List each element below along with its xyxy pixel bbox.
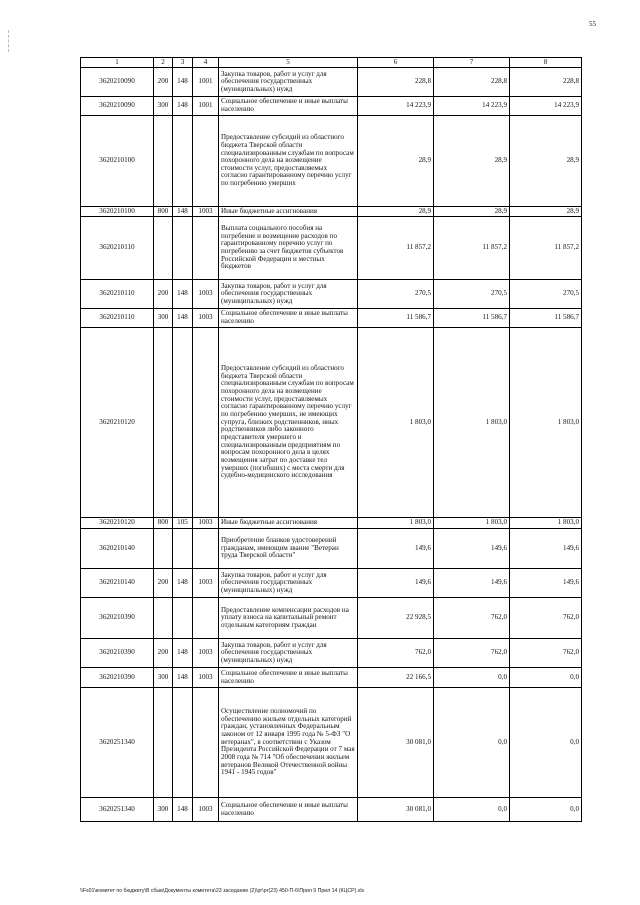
column-number: 7	[434, 58, 510, 68]
table-row	[81, 518, 582, 529]
amount-year-2-cell: 149,6	[434, 569, 510, 598]
department-cell: 148	[173, 68, 193, 97]
description-cell: Выплата социального пособия на погребение и возмещение расходов по гарантированному перечню услуг по погребению за счет бюджетов субъектов Российской Федерации и местных бюджетов	[219, 217, 358, 280]
code-cell: 3620210390	[81, 639, 154, 668]
description-cell: Закупка товаров, работ и услуг для обеспечения государственных (муниципальных) нужд	[219, 280, 358, 309]
expense-type-cell: 800	[154, 518, 173, 529]
amount-year-2-cell: 149,6	[434, 529, 510, 569]
amount-year-1-cell: 22 166,5	[358, 668, 434, 688]
code-cell: 3620210140	[81, 529, 154, 569]
amount-year-1-cell: 1 803,0	[358, 518, 434, 529]
expense-type-cell	[154, 217, 173, 280]
amount-year-2-cell: 14 223,9	[434, 97, 510, 116]
table-row	[81, 207, 582, 217]
amount-year-3-cell: 1 803,0	[510, 328, 582, 518]
table-row	[81, 598, 582, 639]
code-cell: 3620210110	[81, 217, 154, 280]
amount-year-1-cell: 14 223,9	[358, 97, 434, 116]
description-cell: Закупка товаров, работ и услуг для обеспечения государственных (муниципальных) нужд	[219, 639, 358, 668]
code-cell: 3620251340	[81, 688, 154, 798]
amount-year-3-cell: 28,9	[510, 116, 582, 207]
amount-year-2-cell: 28,9	[434, 207, 510, 217]
amount-year-3-cell: 11 857,2	[510, 217, 582, 280]
amount-year-2-cell: 1 803,0	[434, 518, 510, 529]
department-cell	[173, 217, 193, 280]
code-cell: 3620210100	[81, 207, 154, 217]
section-cell: 1003	[193, 639, 219, 668]
code-cell: 3620210090	[81, 97, 154, 116]
description-cell: Иные бюджетные ассигнования	[219, 207, 358, 217]
budget-table	[80, 57, 582, 822]
section-cell: 1001	[193, 68, 219, 97]
department-cell: 148	[173, 798, 193, 822]
amount-year-2-cell: 762,0	[434, 639, 510, 668]
amount-year-1-cell: 1 803,0	[358, 328, 434, 518]
expense-type-cell: 200	[154, 639, 173, 668]
code-cell: 3620210100	[81, 116, 154, 207]
code-cell: 3620251340	[81, 798, 154, 822]
amount-year-1-cell: 762,0	[358, 639, 434, 668]
table-row	[81, 97, 582, 116]
section-cell: 1003	[193, 518, 219, 529]
section-cell: 1003	[193, 207, 219, 217]
column-number: 1	[81, 58, 154, 68]
department-cell: 148	[173, 280, 193, 309]
column-number-row	[81, 58, 582, 68]
expense-type-cell: 300	[154, 798, 173, 822]
amount-year-2-cell: 11 586,7	[434, 309, 510, 328]
amount-year-3-cell: 228,8	[510, 68, 582, 97]
section-cell: 1003	[193, 798, 219, 822]
expense-type-cell	[154, 529, 173, 569]
department-cell	[173, 529, 193, 569]
column-number: 3	[173, 58, 193, 68]
amount-year-1-cell: 28,9	[358, 207, 434, 217]
table-row	[81, 798, 582, 822]
description-cell: Социальное обеспечение и иные выплаты населению	[219, 668, 358, 688]
department-cell	[173, 688, 193, 798]
table-row	[81, 328, 582, 518]
code-cell: 3620210090	[81, 68, 154, 97]
department-cell: 148	[173, 639, 193, 668]
expense-type-cell: 300	[154, 97, 173, 116]
department-cell	[173, 116, 193, 207]
amount-year-3-cell: 270,5	[510, 280, 582, 309]
code-cell: 3620210140	[81, 569, 154, 598]
amount-year-1-cell: 30 081,0	[358, 798, 434, 822]
section-cell	[193, 688, 219, 798]
amount-year-1-cell: 11 586,7	[358, 309, 434, 328]
table-row	[81, 280, 582, 309]
expense-type-cell	[154, 116, 173, 207]
section-cell: 1003	[193, 668, 219, 688]
expense-type-cell: 200	[154, 68, 173, 97]
table-row	[81, 68, 582, 97]
description-cell: Предоставление субсидий из областного бюджета Тверской области специализированным службам по вопросам похоронного дела на возмещение стоимости услуг, предоставляемых согласно гарантированному перечню услуг по погребению умерших, не имеющих супруга, близких родственников, иных родственников либо законного представителя умершего и специализированным предприятиям по вопросам похоронного дела в целях возмещения затрат по доставке тел умерших (погибших) с места смерти для судебно-медицинского исследования	[219, 328, 358, 518]
section-cell: 1003	[193, 569, 219, 598]
expense-type-cell	[154, 598, 173, 639]
table-row	[81, 529, 582, 569]
code-cell: 3620210110	[81, 309, 154, 328]
amount-year-3-cell: 0,0	[510, 688, 582, 798]
table-row	[81, 217, 582, 280]
amount-year-2-cell: 0,0	[434, 798, 510, 822]
table-row	[81, 116, 582, 207]
table-row	[81, 309, 582, 328]
description-cell: Социальное обеспечение и иные выплаты населению	[219, 798, 358, 822]
description-cell: Осуществление полномочий по обеспечению жильем отдельных категорий граждан, установленных Федеральным законом от 12 января 1995 года № 5-ФЗ "О ветеранах", в соответствии с Указом Президента Российской Федерации от 7 мая 2008 года № 714 "Об обеспечении жильем ветеранов Великой Отечественной войны 1941 - 1945 годов"	[219, 688, 358, 798]
section-cell	[193, 217, 219, 280]
expense-type-cell: 300	[154, 668, 173, 688]
amount-year-2-cell: 0,0	[434, 688, 510, 798]
department-cell: 148	[173, 97, 193, 116]
amount-year-2-cell: 1 803,0	[434, 328, 510, 518]
description-cell: Закупка товаров, работ и услуг для обеспечения государственных (муниципальных) нужд	[219, 569, 358, 598]
department-cell: 148	[173, 569, 193, 598]
section-cell: 1003	[193, 280, 219, 309]
section-cell	[193, 598, 219, 639]
amount-year-2-cell: 11 857,2	[434, 217, 510, 280]
margin-mark	[8, 30, 10, 52]
amount-year-2-cell: 28,9	[434, 116, 510, 207]
amount-year-1-cell: 28,9	[358, 116, 434, 207]
section-cell	[193, 116, 219, 207]
department-cell: 148	[173, 309, 193, 328]
amount-year-3-cell: 28,9	[510, 207, 582, 217]
amount-year-1-cell: 228,8	[358, 68, 434, 97]
department-cell: 105	[173, 518, 193, 529]
amount-year-3-cell: 762,0	[510, 598, 582, 639]
code-cell: 3620210120	[81, 328, 154, 518]
table-row	[81, 639, 582, 668]
description-cell: Социальное обеспечение и иные выплаты населению	[219, 97, 358, 116]
expense-type-cell: 200	[154, 569, 173, 598]
department-cell: 148	[173, 207, 193, 217]
table-row	[81, 569, 582, 598]
amount-year-3-cell: 149,6	[510, 569, 582, 598]
section-cell: 1003	[193, 309, 219, 328]
amount-year-1-cell: 149,6	[358, 529, 434, 569]
code-cell: 3620210120	[81, 518, 154, 529]
column-number: 2	[154, 58, 173, 68]
amount-year-2-cell: 762,0	[434, 598, 510, 639]
description-cell: Социальное обеспечение и иные выплаты населению	[219, 309, 358, 328]
page-number: 55	[589, 20, 596, 28]
table-row	[81, 688, 582, 798]
description-cell: Предоставление субсидий из областного бюджета Тверской области специализированным службам по вопросам похоронного дела на возмещение стоимости услуг, предоставляемых согласно гарантированному перечню услуг по погребению умерших	[219, 116, 358, 207]
amount-year-1-cell: 11 857,2	[358, 217, 434, 280]
department-cell	[173, 328, 193, 518]
amount-year-3-cell: 14 223,9	[510, 97, 582, 116]
amount-year-1-cell: 22 928,5	[358, 598, 434, 639]
amount-year-3-cell: 0,0	[510, 798, 582, 822]
description-cell: Приобретение бланков удостоверений гражданам, имеющим звание "Ветеран труда Тверской области"	[219, 529, 358, 569]
amount-year-2-cell: 270,5	[434, 280, 510, 309]
column-number: 4	[193, 58, 219, 68]
section-cell	[193, 328, 219, 518]
description-cell: Предоставление компенсации расходов на уплату взноса на капитальный ремонт отдельным категориям граждан	[219, 598, 358, 639]
section-cell	[193, 529, 219, 569]
file-path-footer: \\Fs01\комитет по бюджету\В сбыв\Документы комитета\23 заседание (2)\рг\рг(23) 450-П-6\Прил 9 Прил 14 (КЦСР).xls	[80, 888, 365, 894]
amount-year-3-cell: 149,6	[510, 529, 582, 569]
code-cell: 3620210390	[81, 598, 154, 639]
code-cell: 3620210110	[81, 280, 154, 309]
description-cell: Иные бюджетные ассигнования	[219, 518, 358, 529]
section-cell: 1001	[193, 97, 219, 116]
amount-year-3-cell: 0,0	[510, 668, 582, 688]
amount-year-1-cell: 30 081,0	[358, 688, 434, 798]
table-row	[81, 668, 582, 688]
expense-type-cell: 300	[154, 309, 173, 328]
amount-year-3-cell: 762,0	[510, 639, 582, 668]
expense-type-cell	[154, 688, 173, 798]
expense-type-cell: 800	[154, 207, 173, 217]
amount-year-1-cell: 149,6	[358, 569, 434, 598]
amount-year-3-cell: 11 586,7	[510, 309, 582, 328]
expense-type-cell	[154, 328, 173, 518]
amount-year-2-cell: 228,8	[434, 68, 510, 97]
description-cell: Закупка товаров, работ и услуг для обеспечения государственных (муниципальных) нужд	[219, 68, 358, 97]
column-number: 6	[358, 58, 434, 68]
department-cell: 148	[173, 668, 193, 688]
expense-type-cell: 200	[154, 280, 173, 309]
amount-year-2-cell: 0,0	[434, 668, 510, 688]
department-cell	[173, 598, 193, 639]
amount-year-3-cell: 1 803,0	[510, 518, 582, 529]
column-number: 5	[219, 58, 358, 68]
amount-year-1-cell: 270,5	[358, 280, 434, 309]
code-cell: 3620210390	[81, 668, 154, 688]
column-number: 8	[510, 58, 582, 68]
